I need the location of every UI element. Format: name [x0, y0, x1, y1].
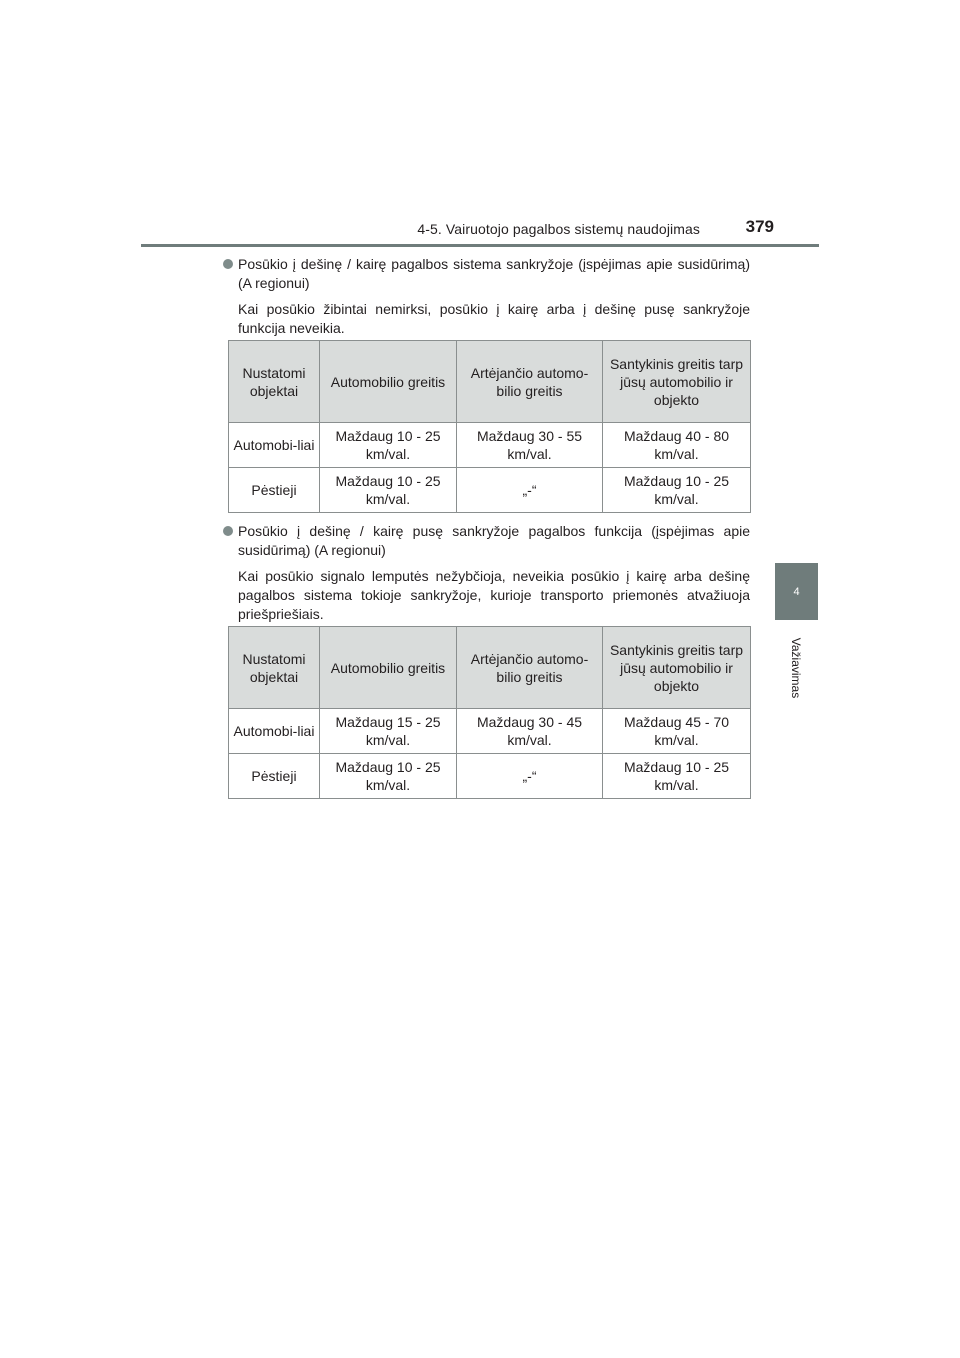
chapter-tab [775, 563, 818, 620]
table-cell: „-“ [457, 754, 603, 799]
bullet-icon [223, 259, 233, 269]
header-cell: Artėjančio automo-bilio greitis [457, 341, 603, 423]
table-cell: „-“ [457, 468, 603, 513]
table-row [229, 754, 751, 799]
table-cell: Maždaug 10 - 25 km/val. [603, 754, 751, 799]
table-header-row [229, 627, 751, 709]
table-cell: Maždaug 10 - 25 km/val. [603, 468, 751, 513]
table-cell: Automobi-liai [229, 709, 320, 754]
speed-table [228, 626, 751, 799]
table-row [229, 423, 751, 468]
header-cell: Santykinis greitis tarp jūsų automobilio ir objekto [603, 341, 751, 423]
chapter-number: 4 [793, 585, 800, 598]
section-turn-assist-function [222, 522, 750, 624]
table-cell: Automobi-liai [229, 423, 320, 468]
speed-table [228, 340, 751, 513]
table-cell: Maždaug 10 - 25 km/val. [320, 423, 457, 468]
table-cell: Maždaug 30 - 45 km/val. [457, 709, 603, 754]
header-cell: Nustatomi objektai [229, 627, 320, 709]
bullet-heading [222, 522, 750, 560]
table-cell: Maždaug 30 - 55 km/val. [457, 423, 603, 468]
table-cell: Pėstieji [229, 468, 320, 513]
section-header-title: 4-5. Vairuotojo pagalbos sistemų naudojimas [417, 221, 700, 237]
bullet-icon [223, 526, 233, 536]
bullet-heading [222, 255, 750, 293]
header-cell: Artėjančio automo-bilio greitis [457, 627, 603, 709]
table-cell: Maždaug 15 - 25 km/val. [320, 709, 457, 754]
header-cell: Nustatomi objektai [229, 341, 320, 423]
section-right-left-turn-assist [222, 255, 750, 338]
section-paragraph: Kai posūkio žibintai nemirksi, posūkio į kairę arba į dešinę pusę sankryžoje funkcija neveikia. [238, 301, 750, 336]
header-cell: Santykinis greitis tarp jūsų automobilio ir objekto [603, 627, 751, 709]
table-cell: Maždaug 40 - 80 km/val. [603, 423, 751, 468]
table-cell: Maždaug 45 - 70 km/val. [603, 709, 751, 754]
bullet-text: Posūkio į dešinę / kairę pagalbos sistema sankryžoje (įspėjimas apie susidūrimą) (A regionui) [238, 256, 750, 291]
table-cell: Pėstieji [229, 754, 320, 799]
table-header-row [229, 341, 751, 423]
section-paragraph: Kai posūkio signalo lemputės nežybčioja, neveikia posūkio į kairę arba dešinę pagalbos sistema tokioje sankryžoje, kurioje transporto priemonės atvažiuoja priešpriešiais. [238, 568, 750, 622]
table-row [229, 468, 751, 513]
page-number: 379 [745, 217, 774, 236]
header-cell: Automobilio greitis [320, 341, 457, 423]
bullet-text: Posūkio į dešinę / kairę pusę sankryžoje pagalbos funkcija (įspėjimas apie susidūrimą) (A regionui) [238, 523, 750, 558]
header-cell: Automobilio greitis [320, 627, 457, 709]
table-cell: Maždaug 10 - 25 km/val. [320, 754, 457, 799]
table-cell: Maždaug 10 - 25 km/val. [320, 468, 457, 513]
chapter-label: Važiavimas [789, 637, 803, 699]
header-divider [141, 244, 819, 247]
table-row [229, 709, 751, 754]
